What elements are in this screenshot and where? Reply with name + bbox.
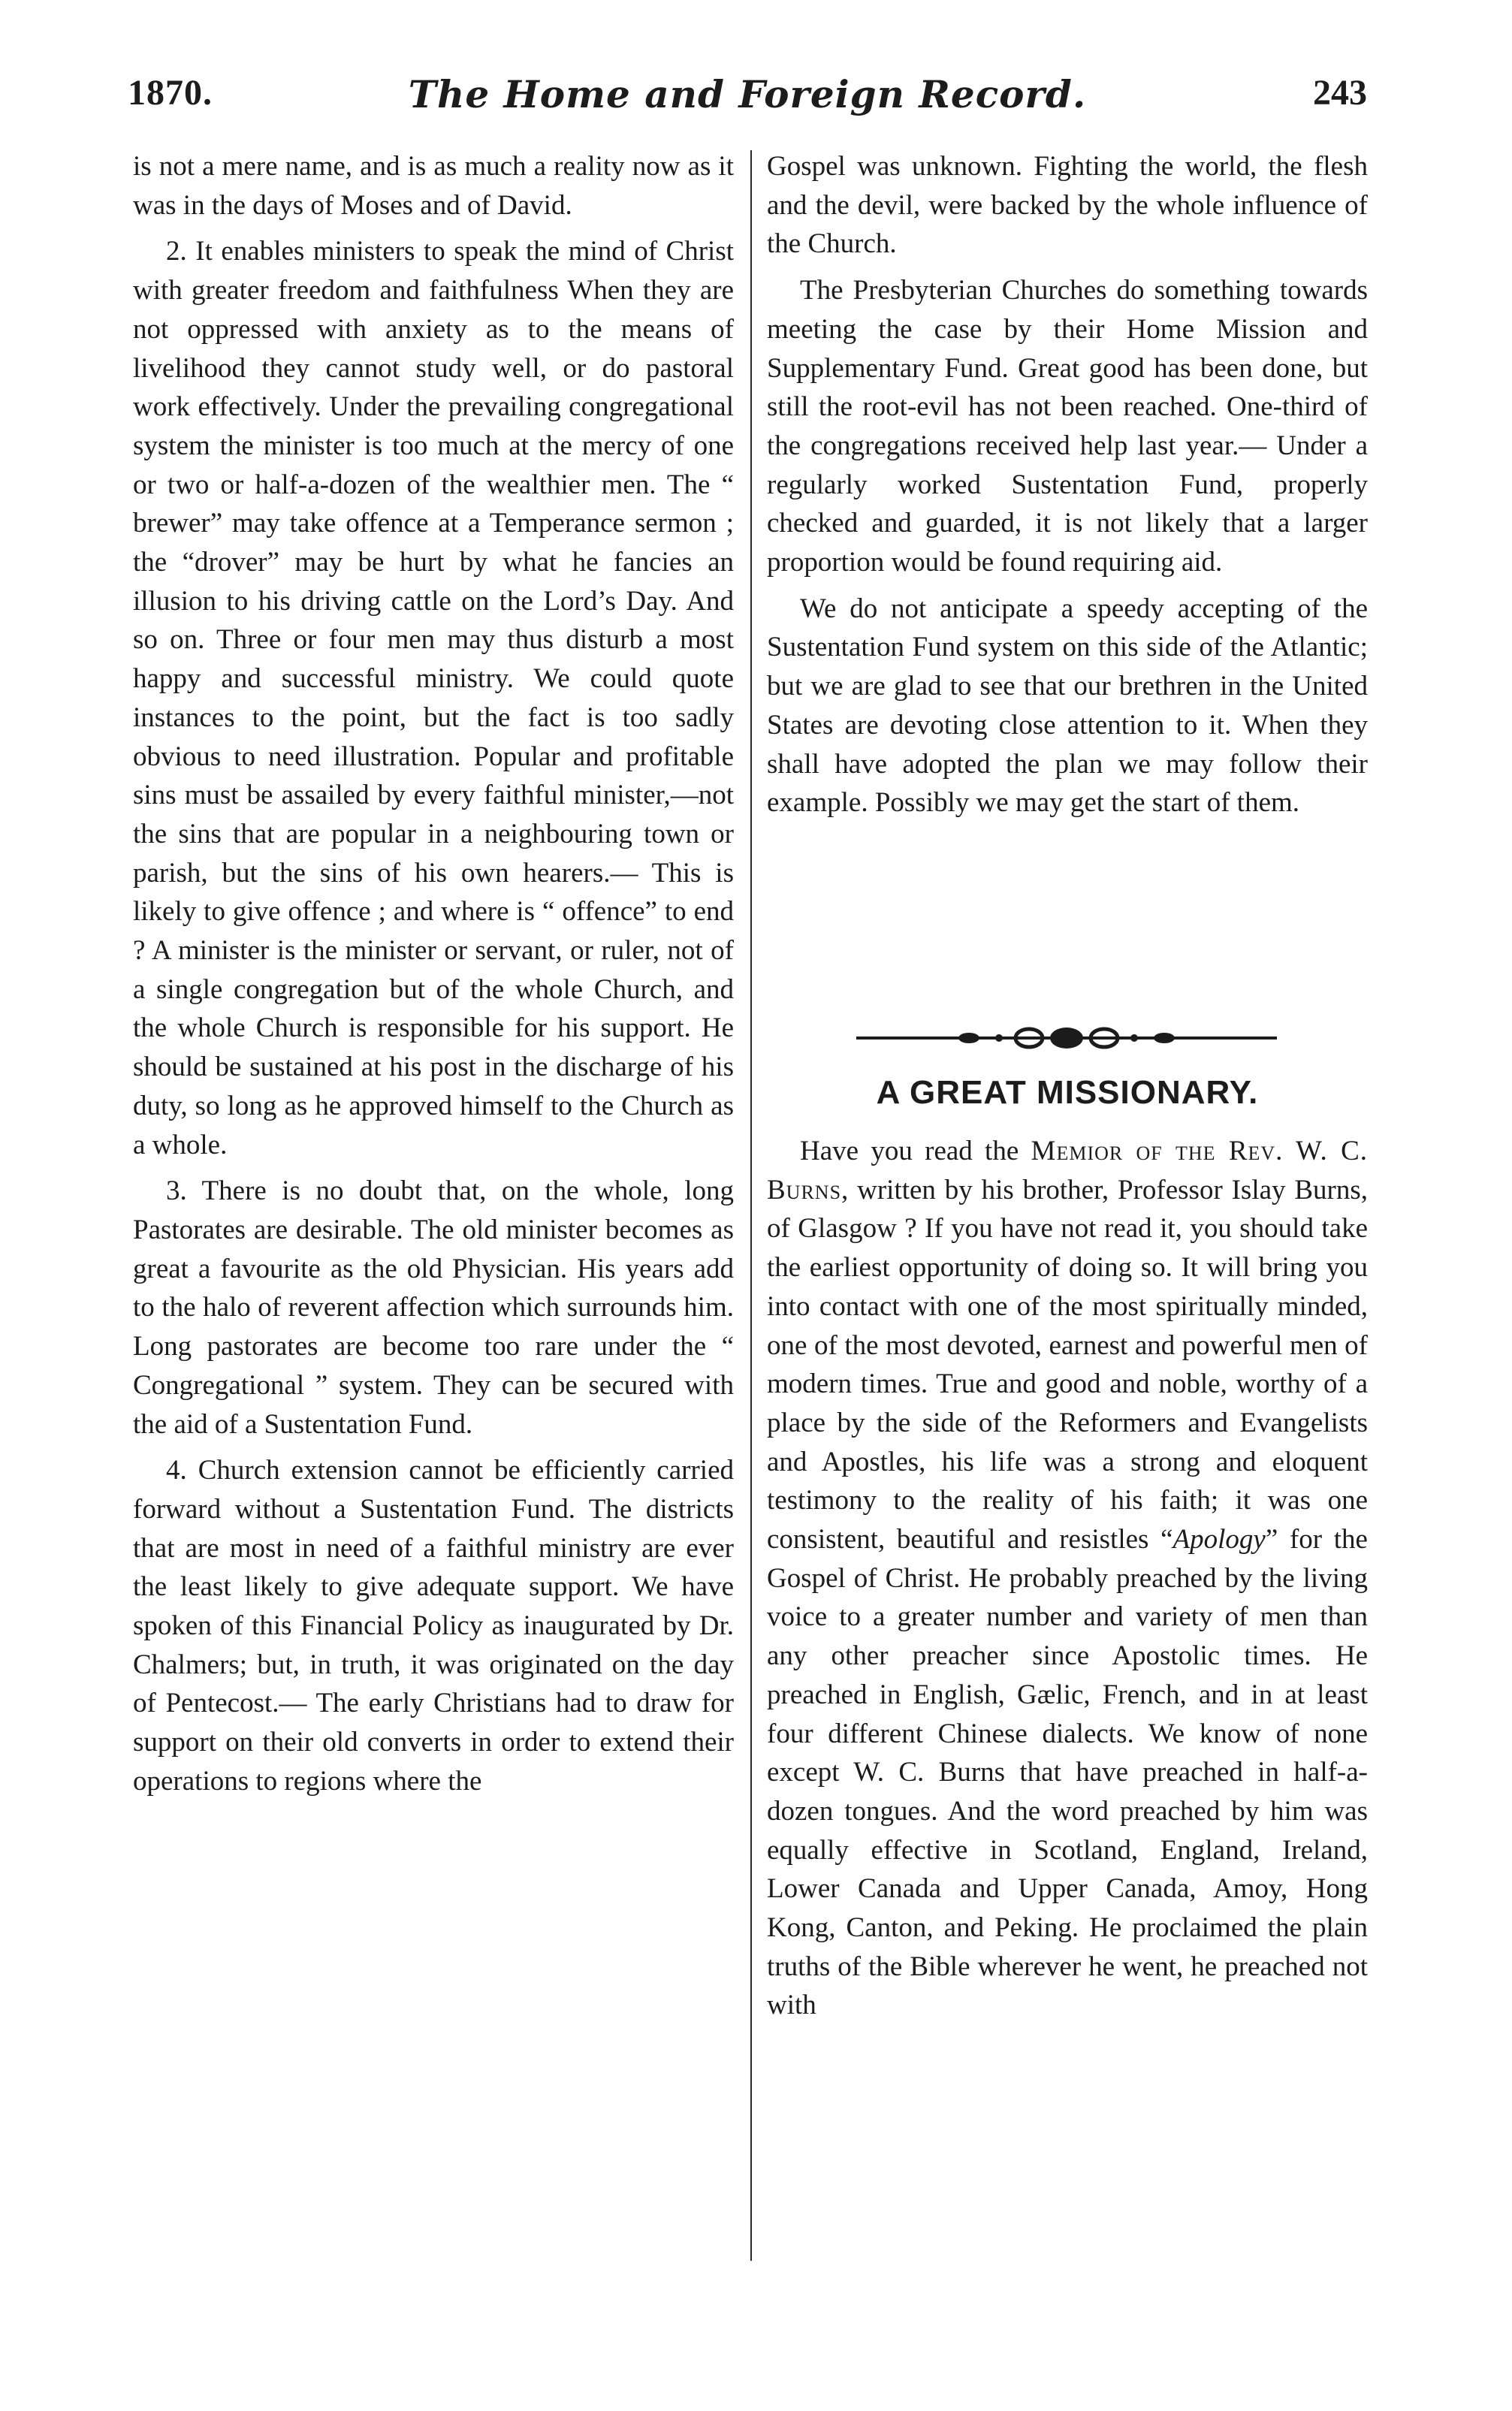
text-run: ” for the Gospel of Christ. He probably preached by the living voice to a greater number and variety of men than any other preacher since Apostolic times. He preached in English, Gælic, French, and in at least four different Chinese dialects. We know of none except W. C. Burns that have preached in half-a-dozen tongues. And the word preached by him was equally effective in Scotland, England, Ireland, Lower Canada and Upper Canada, Amoy, Hong Kong, Canton, and Peking. He proclaimed the plain truths of the Bible wherever he went, he preached not with	[767, 1524, 1368, 2021]
text-run: , written by his brother, Professor Islay Burns, of Glasgow ? If you have not read it, you should take the earliest opportunity of doing so. It will bring you into contact with one of the most spiritually minded, one of the most devoted, earnest and powerful men of modern times. True and good and noble, worthy of a place by the side of the Reformers and Evangelists and Apostles, his life was a strong and eloquent testimony to the reality of his faith; it was one consistent, beautiful and resistles “	[767, 1174, 1368, 1556]
page-number: 243	[1313, 73, 1367, 113]
header-title: The Home and Foreign Record.	[408, 72, 1087, 116]
running-header	[128, 72, 1367, 132]
column-divider	[750, 150, 752, 2261]
paragraph: is not a mere name, and is as much a reality now as it was in the days of Moses and of David.	[133, 151, 734, 221]
right-column	[767, 147, 1368, 830]
section-ornament	[856, 1023, 1277, 1053]
paragraph: We do not anticipate a speedy accepting of the Sustentation Fund system on this side of the Atlantic; but we are glad to see that our brethren in the United States are devoting close attention to it. When they shall have adopted the plan we may follow their example. Possibly we may get the start of them.	[767, 593, 1368, 819]
book-title: Memior of the Rev. W. C. Burns	[767, 1136, 1369, 1206]
paragraph: 3. There is no doubt that, on the whole, long Pastorates are desirable. The old minister becomes as great a favourite as the old Physician. His years add to the halo of reverent affection which surrounds him. Long pastorates are become too rare under the “ Congregational ” system. They can be secured with the aid of a Sustentation Fund.	[133, 1175, 734, 1440]
left-column	[133, 147, 734, 1809]
paragraph: The Presbyterian Churches do something towards meeting the case by their Home Mission and Supplementary Fund. Great good has been done, but still the root-evil has not been reached. One-third of the congregations received help last year.— Under a regularly worked Sustentation Fund, properly checked and guarded, it is not likely that a larger proportion would be found requiring aid.	[767, 275, 1368, 578]
paragraph: 4. Church extension cannot be efficiently carried forward without a Sustentation Fund. The districts that are most in need of a faithful ministry are ever the least likely to give adequate support. We have spoken of this Financial Policy as inaugurated by Dr. Chalmers; but, in truth, it was originated on the day of Pentecost.— The early Christians had to draw for support on their old converts in order to extend their operations to regions where the	[133, 1455, 734, 1797]
paragraph	[767, 1132, 1368, 2025]
article-heading: A GREAT MISSIONARY.	[876, 1074, 1259, 1111]
text-run: Have you read the	[800, 1136, 1019, 1166]
paragraph: 2. It enables ministers to speak the mind of Christ with greater freedom and faithfulness When they are not oppressed with anxiety as to the means of livelihood they cannot study well, or do pastoral work effectively. Under the prevailing congregational system the minister is too much at the mercy of one or two or half-a-dozen of the wealthier men. The “ brewer” may take offence at a Temperance sermon ; the “drover” may be hurt by what he fancies an illusion to his driving cattle on the Lord’s Day. And so on. Three or four men may thus disturb a most happy and successful ministry. We could quote instances to the point, but the fact is too sadly obvious to need illustration. Popular and profitable sins must be assailed by every faithful minister,—not the sins that are popular in a neighbouring town or parish, but the sins of his own hearers.— This is likely to give offence ; and where is “ offence” to end ? A minister is the minister or servant, or ruler, not of a single congregation but of the whole Church, and the whole Church is responsible for his support. He should be sustained at his post in the discharge of his duty, so long as he approved himself to the Church as a whole.	[133, 236, 734, 1160]
article-body	[767, 1132, 1368, 2032]
paragraph: Gospel was unknown. Fighting the world, the flesh and the devil, were backed by the whole influence of the Church.	[767, 151, 1368, 260]
emphasis: Apology	[1172, 1524, 1266, 1556]
header-year: 1870.	[128, 73, 213, 113]
